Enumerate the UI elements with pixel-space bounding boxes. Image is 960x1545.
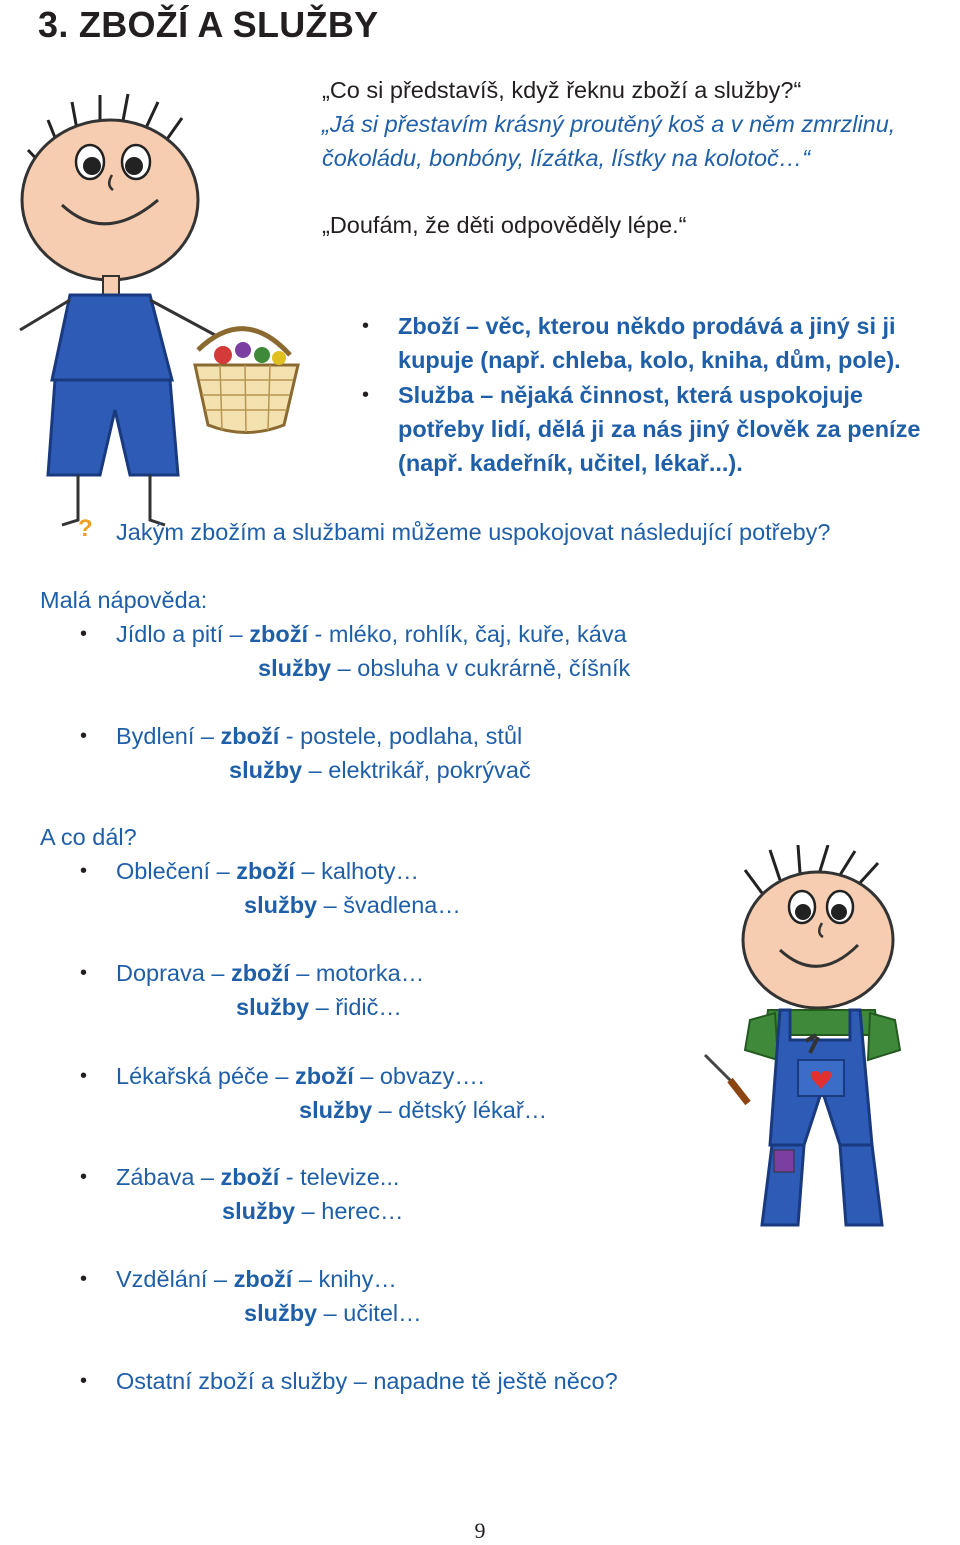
bullet: •	[362, 315, 370, 337]
goods-examples: – obvazy….	[353, 1063, 485, 1089]
more-health-services	[299, 1093, 547, 1127]
services-label: služby	[244, 892, 318, 918]
goods-label: zboží	[249, 621, 308, 647]
bullet: •	[80, 1370, 88, 1392]
bullet: •	[80, 962, 88, 984]
services-examples: – herec…	[295, 1198, 404, 1224]
services-label: služby	[236, 994, 310, 1020]
need-label: Zábava –	[116, 1164, 221, 1190]
need-label: Vzdělání –	[116, 1266, 234, 1292]
goods-label: zboží	[233, 1266, 293, 1292]
intro-hope: „Doufám, že děti odpověděly lépe.“	[322, 212, 687, 238]
more-education-goods	[116, 1262, 397, 1296]
goods-label: zboží	[236, 858, 295, 884]
goods-examples: - mléko, rohlík, čaj, kuře, káva	[308, 621, 627, 647]
goods-examples: - televize...	[279, 1164, 400, 1190]
more-fun-goods	[116, 1160, 399, 1194]
services-label: služby	[244, 1300, 318, 1326]
more-education-services	[244, 1296, 422, 1330]
services-examples: – elektrikář, pokrývač	[302, 757, 531, 783]
hint-food-goods	[116, 617, 627, 651]
more-transport-goods	[116, 956, 424, 990]
services-examples: – obsluha v cukrárně, číšník	[331, 655, 631, 681]
hint-food-services	[258, 651, 630, 685]
hint-housing-goods	[116, 719, 522, 753]
services-examples: – učitel…	[317, 1300, 422, 1326]
more-fun-services	[222, 1194, 404, 1228]
goods-label: zboží	[294, 1063, 354, 1089]
more-health-goods	[116, 1059, 484, 1093]
services-label: služby	[222, 1198, 296, 1224]
need-label: Doprava –	[116, 960, 231, 986]
need-label: Lékařská péče –	[116, 1063, 295, 1089]
definition-goods-line-1: Zboží – věc, kterou někdo prodává a jiný si ji	[398, 313, 896, 339]
closing-question: Ostatní zboží a služby – napadne tě ještě něco?	[116, 1368, 618, 1394]
more-clothing-services	[244, 888, 461, 922]
question-mark-icon: ?	[78, 515, 93, 542]
services-label: služby	[258, 655, 332, 681]
hint-housing-services	[229, 753, 531, 787]
need-label: Jídlo a pití –	[116, 621, 250, 647]
services-examples: – švadlena…	[317, 892, 461, 918]
boy-in-overalls-illustration	[690, 845, 960, 1245]
bullet: •	[80, 1268, 88, 1290]
definition-service-line-3: (např. kadeřník, učitel, lékař...).	[398, 450, 743, 476]
boy-with-basket-illustration	[0, 80, 320, 560]
definition-service-line-2: potřeby lidí, dělá ji za nás jiný člověk za peníze	[398, 416, 921, 442]
prompt-text: Jakým zbožím a službami můžeme uspokojovat následující potřeby?	[116, 519, 831, 545]
definition-service-line-1: Služba – nějaká činnost, která uspokojuje	[398, 382, 863, 408]
intro-question: „Co si představíš, když řeknu zboží a služby?“	[322, 77, 802, 103]
bullet: •	[80, 1166, 88, 1188]
intro-answer-line-1: „Já si přestavím krásný proutěný koš a v něm zmrzlinu,	[322, 111, 896, 137]
goods-examples: – motorka…	[289, 960, 425, 986]
goods-examples: - postele, podlaha, stůl	[279, 723, 523, 749]
bullet: •	[362, 384, 370, 406]
intro-answer-line-2: čokoládu, bonbóny, lízátka, lístky na kolotoč…“	[322, 145, 811, 171]
bullet: •	[80, 1065, 88, 1087]
services-label: služby	[229, 757, 303, 783]
more-label: A co dál?	[40, 824, 137, 850]
page-title: 3. ZBOŽÍ A SLUŽBY	[38, 4, 379, 45]
bullet: •	[80, 623, 88, 645]
goods-label: zboží	[230, 960, 290, 986]
goods-label: zboží	[220, 723, 280, 749]
hint-label: Malá nápověda:	[40, 587, 208, 613]
goods-label: zboží	[220, 1164, 280, 1190]
need-label: Bydlení –	[116, 723, 221, 749]
page-number: 9	[474, 1518, 486, 1543]
goods-examples: – knihy…	[292, 1266, 397, 1292]
definition-goods-line-2: kupuje (např. chleba, kolo, kniha, dům, pole).	[398, 347, 901, 373]
more-clothing-goods	[116, 854, 419, 888]
bullet: •	[80, 860, 88, 882]
need-label: Oblečení –	[116, 858, 237, 884]
goods-examples: – kalhoty…	[294, 858, 420, 884]
services-examples: – dětský lékař…	[372, 1097, 548, 1123]
services-examples: – řidič…	[309, 994, 402, 1020]
services-label: služby	[299, 1097, 373, 1123]
bullet: •	[80, 725, 88, 747]
more-transport-services	[236, 990, 402, 1024]
